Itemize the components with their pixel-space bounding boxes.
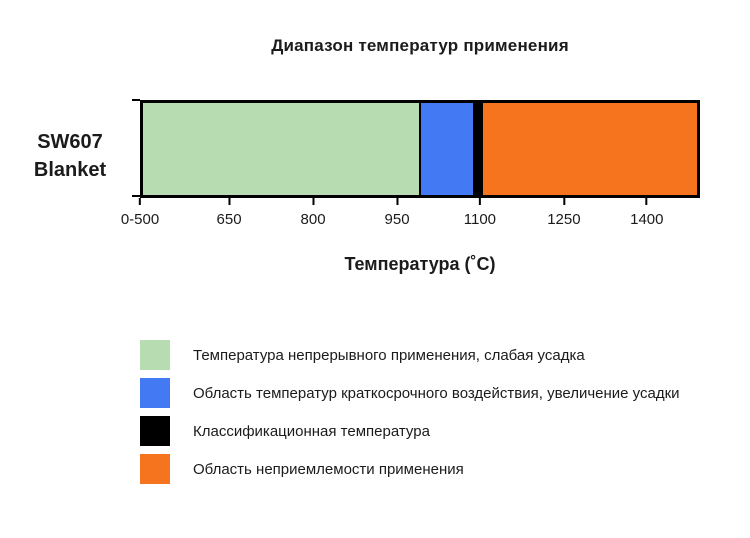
x-tick-950 — [385, 198, 410, 228]
row-label — [14, 128, 126, 184]
legend-label: Область температур краткосрочного воздействия, увеличение усадки — [193, 384, 680, 402]
x-tick-0-500 — [121, 198, 159, 228]
legend-swatch-classification — [140, 416, 170, 446]
legend-item-continuous-use — [140, 340, 680, 370]
x-tick-800 — [301, 198, 326, 228]
legend-swatch-unacceptable — [140, 454, 170, 484]
chart-title: Диапазон температур применения — [271, 36, 569, 55]
tick-mark — [479, 198, 481, 205]
x-tick-650 — [217, 198, 242, 228]
bar-segment-classification — [473, 103, 483, 195]
tick-mark — [563, 198, 565, 205]
x-tick-1250 — [547, 198, 580, 228]
y-axis-tick-top — [132, 99, 140, 101]
tick-label: 1250 — [547, 211, 581, 228]
x-tick-1100 — [464, 198, 496, 228]
tick-mark — [312, 198, 314, 205]
legend-label: Область неприемлемости применения — [193, 460, 464, 478]
tick-label: 650 — [216, 211, 242, 228]
tick-mark — [646, 198, 648, 205]
legend-label: Температура непрерывного применения, слабая усадка — [193, 346, 585, 364]
legend-item-classification — [140, 416, 680, 446]
x-axis-title: Температура (˚C) — [344, 254, 496, 274]
tick-label: 1400 — [630, 211, 664, 228]
row-label-line1: SW607 — [37, 131, 103, 153]
legend-item-short-term — [140, 378, 680, 408]
legend-label: Классификационная температура — [193, 422, 430, 440]
tick-label: 950 — [384, 211, 410, 228]
tick-label: 800 — [300, 211, 326, 228]
legend-item-unacceptable — [140, 454, 680, 484]
x-tick-1400 — [630, 198, 663, 228]
tick-mark — [228, 198, 230, 205]
legend-swatch-continuous-use — [140, 340, 170, 370]
legend-swatch-short-term — [140, 378, 170, 408]
bar-segment-unacceptable — [483, 103, 697, 195]
legend — [140, 340, 680, 492]
tick-label: 1100 — [463, 211, 497, 228]
temperature-bar — [140, 100, 700, 198]
bar-segment-continuous-use — [143, 103, 419, 195]
y-axis-tick-bottom — [132, 195, 140, 197]
tick-label: 0-500 — [120, 211, 160, 228]
tick-mark — [139, 198, 141, 205]
tick-mark — [396, 198, 398, 205]
row-label-line2: Blanket — [33, 159, 107, 181]
bar-segment-short-term — [419, 103, 472, 195]
x-axis-ticks — [120, 198, 700, 240]
